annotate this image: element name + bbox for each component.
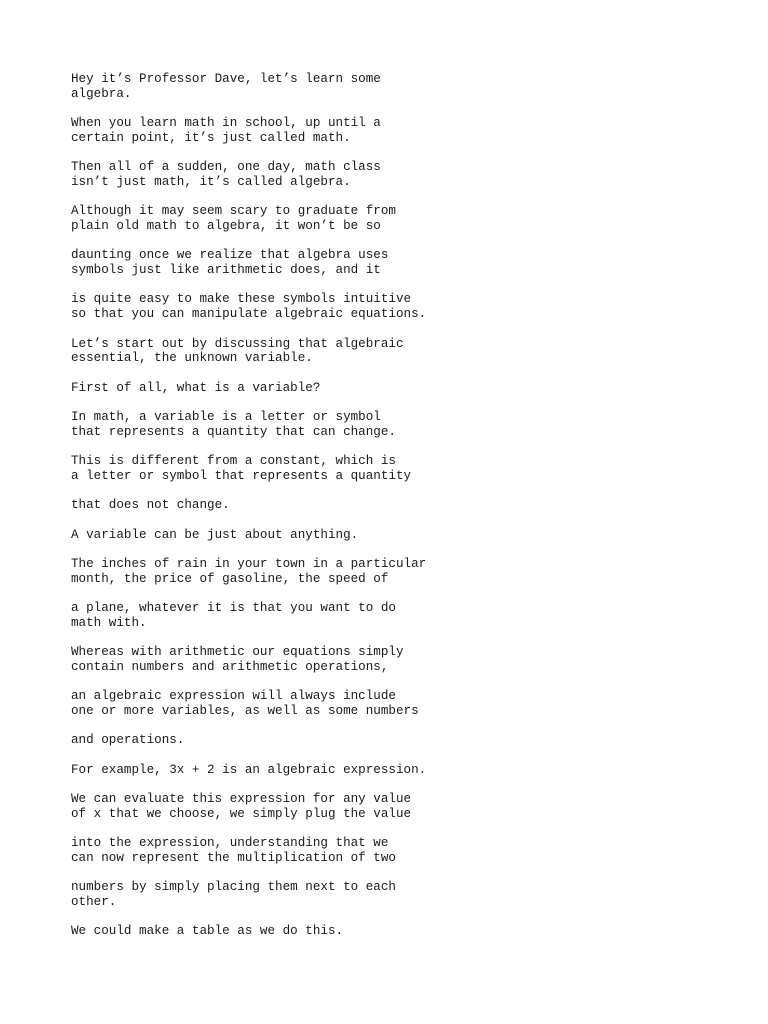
transcript-document xyxy=(71,72,711,954)
paragraph-19: We can evaluate this expression for any value of x that we choose, we simply plug the value xyxy=(71,792,412,821)
paragraph-16: an algebraic expression will always include one or more variables, as well as some numbers xyxy=(71,689,419,718)
paragraph-6: is quite easy to make these symbols intuitive so that you can manipulate algebraic equations. xyxy=(71,292,427,322)
paragraph-10: This is different from a constant, which is a letter or symbol that represents a quantity xyxy=(71,454,412,483)
paragraph-7: Let’s start out by discussing that algebraic essential, the unknown variable. xyxy=(71,336,404,366)
paragraph-4: Although it may seem scary to graduate from plain old math to algebra, it won’t be so xyxy=(71,204,396,233)
paragraph-12: A variable can be just about anything. xyxy=(71,527,359,542)
paragraph-18: For example, 3x + 2 is an algebraic expression. xyxy=(71,762,427,777)
paragraph-15: Whereas with arithmetic our equations simply contain numbers and arithmetic operations, xyxy=(71,645,404,674)
paragraph-17: and operations. xyxy=(71,733,185,748)
paragraph-14: a plane, whatever it is that you want to do math with. xyxy=(71,601,396,630)
paragraph-8: First of all, what is a variable? xyxy=(71,380,321,395)
paragraph-13: The inches of rain in your town in a particular month, the price of gasoline, the speed of xyxy=(71,557,427,586)
paragraph-5: daunting once we realize that algebra uses symbols just like arithmetic does, and it xyxy=(71,248,389,278)
paragraph-21: numbers by simply placing them next to each other. xyxy=(71,880,396,910)
paragraph-1: Hey it’s Professor Dave, let’s learn some algebra. xyxy=(71,72,381,101)
paragraph-11: that does not change. xyxy=(71,498,230,513)
paragraph-3: Then all of a sudden, one day, math class isn’t just math, it’s called algebra. xyxy=(71,160,381,189)
paragraph-22: We could make a table as we do this. xyxy=(71,924,344,939)
paragraph-20: into the expression, understanding that we can now represent the multiplication of two xyxy=(71,836,396,865)
paragraph-9: In math, a variable is a letter or symbol that represents a quantity that can change. xyxy=(71,410,396,439)
paragraph-2: When you learn math in school, up until a certain point, it’s just called math. xyxy=(71,116,381,145)
